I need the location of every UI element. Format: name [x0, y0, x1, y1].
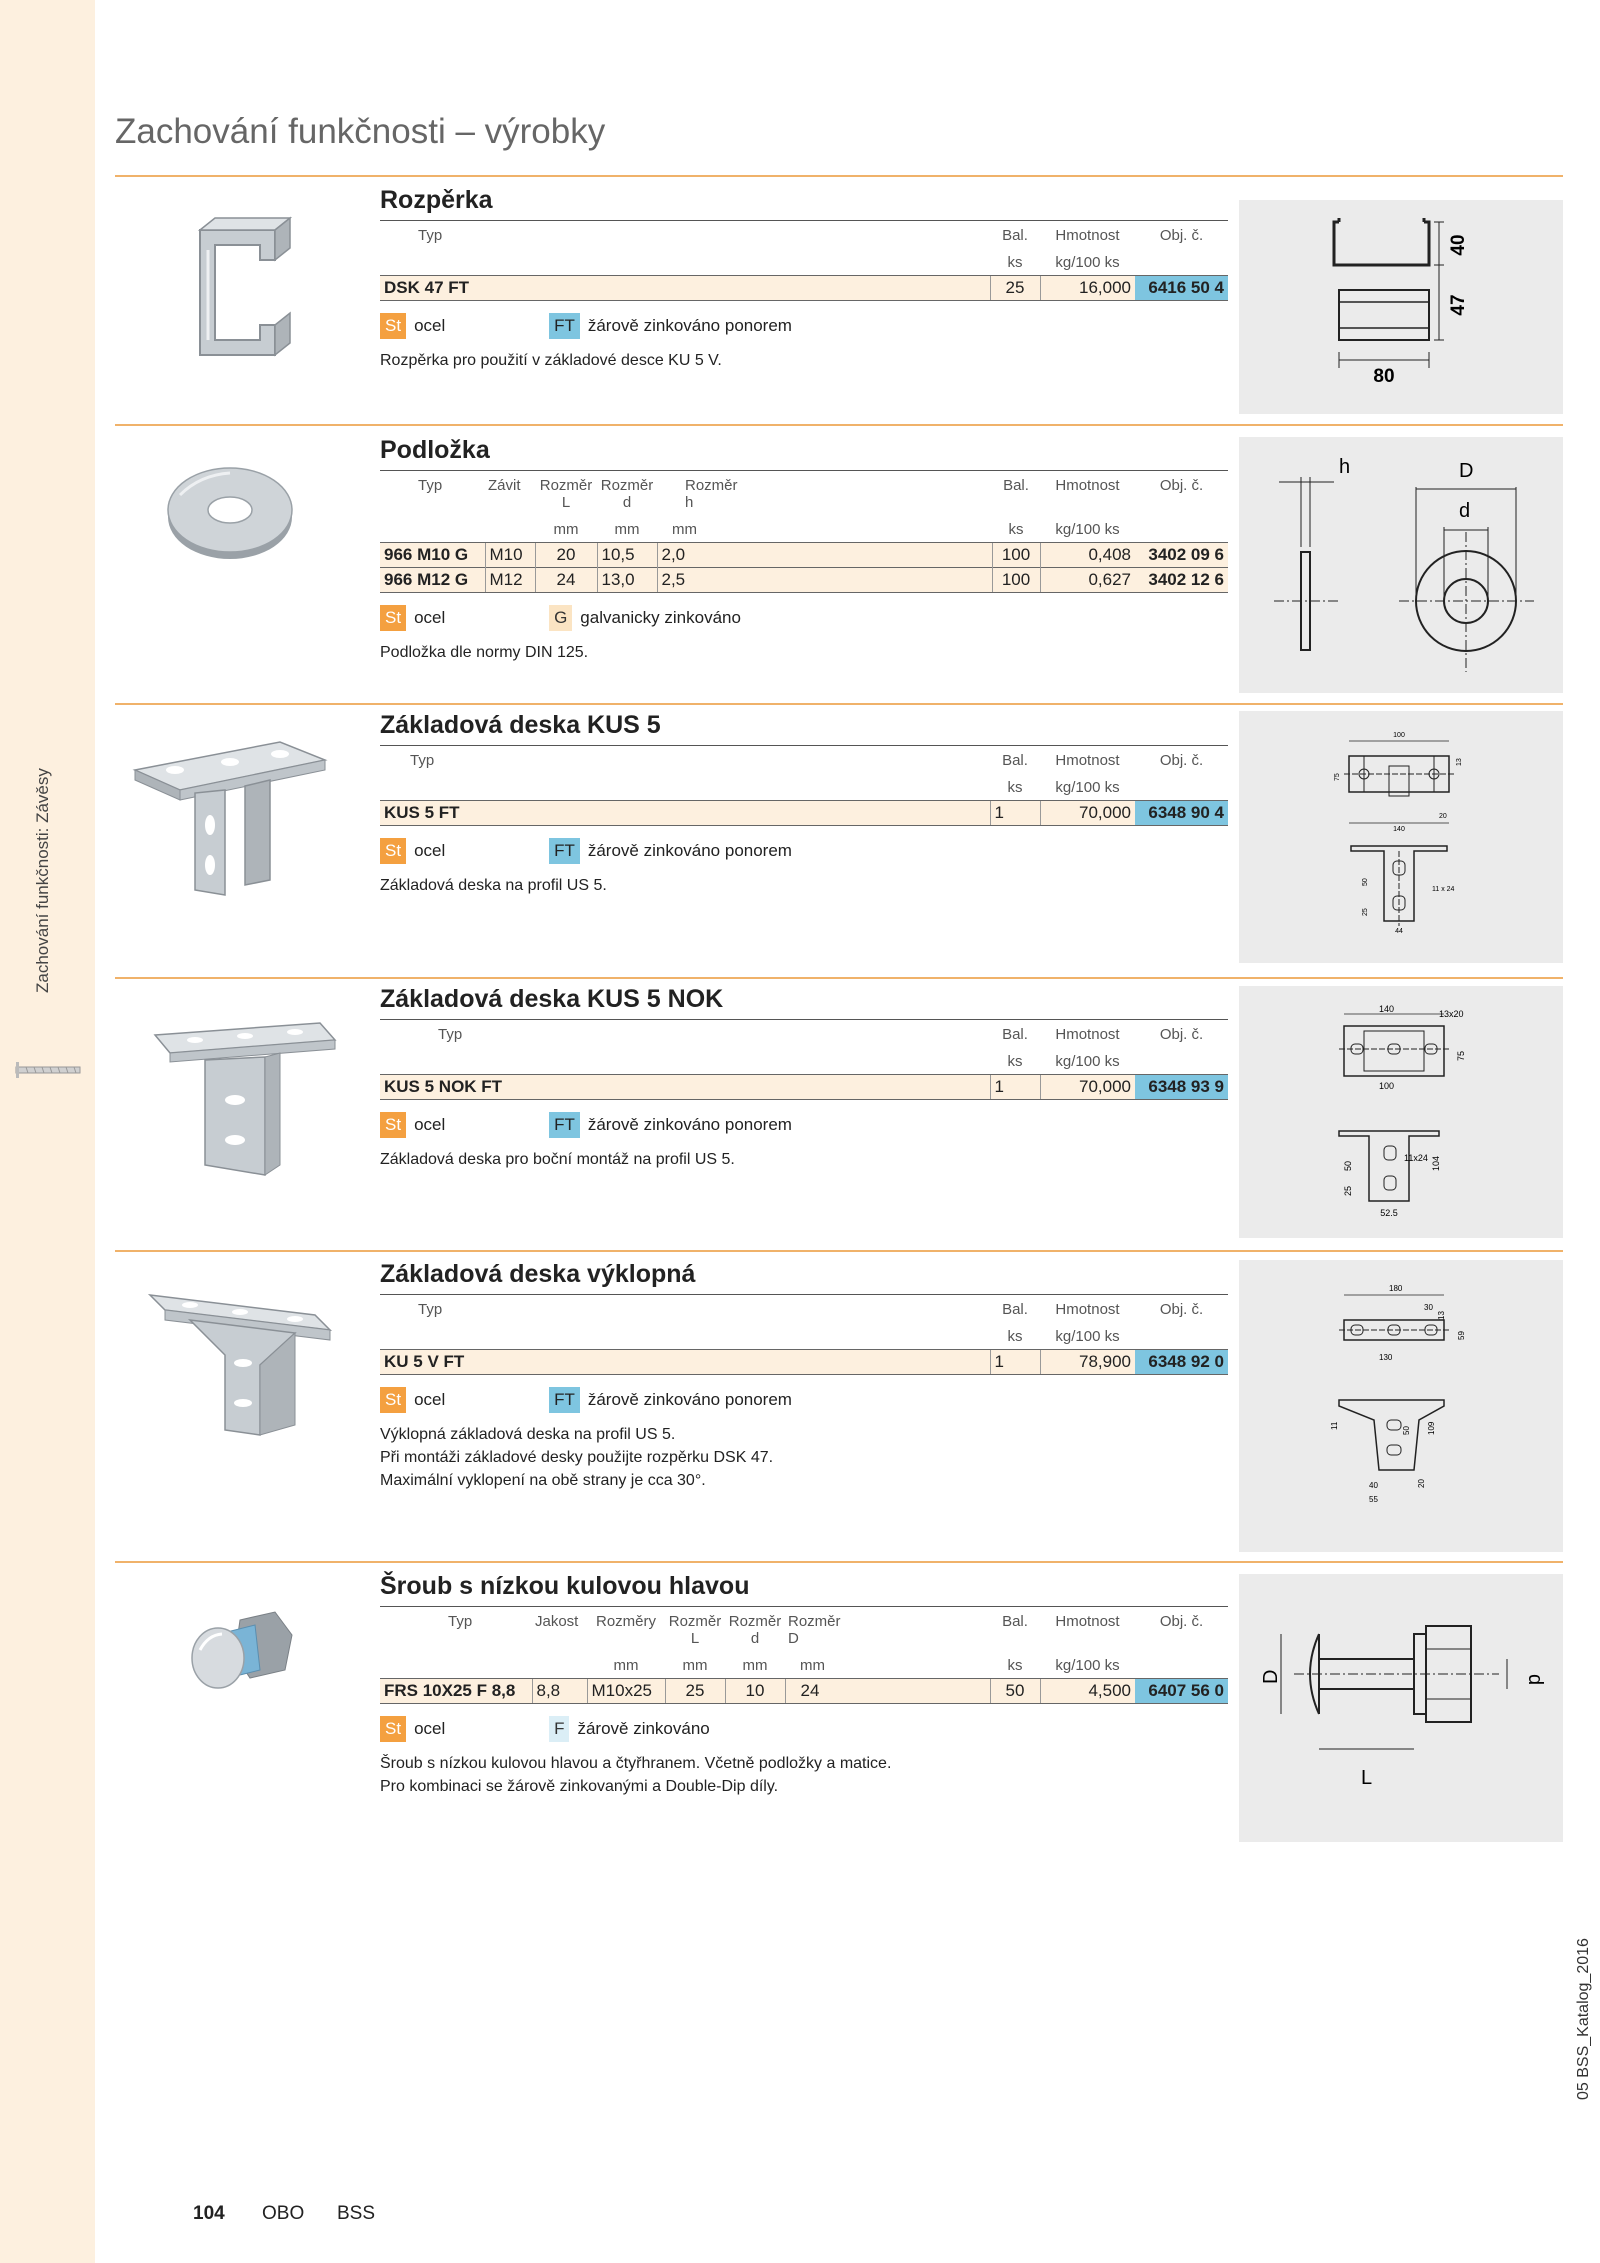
washer-drawing — [1239, 437, 1563, 693]
washer-product-image — [160, 455, 300, 570]
dim-label: 50 — [1402, 1426, 1411, 1435]
dim-label: 130 — [1379, 1353, 1393, 1362]
material-legend: St ocel FT žárově zinkováno ponorem — [380, 838, 1228, 864]
tilting-base-plate-product-image — [145, 1285, 335, 1455]
product-description: Výklopná základová deska na profil US 5. Při montáži základové desky použijte rozpěrku DSK 47. Maximální vyklopení na obě strany je cca 30°. — [380, 1426, 774, 1489]
spacer-product-image — [180, 210, 310, 370]
section-title: Základová deska výklopná — [380, 1260, 696, 1288]
dim-label: 11 x 24 — [1432, 886, 1455, 893]
dim-label: 40 — [1448, 234, 1469, 256]
spacer-drawing — [1239, 200, 1563, 414]
footer-section: BSS — [337, 2203, 376, 2224]
section-kus5-nok — [380, 977, 1228, 1171]
table-row: 966 M12 G M12 24 13,0 2,5 100 0,627 3402 12 6 — [380, 568, 1228, 593]
table-row: DSK 47 FT 25 16,000 6416 50 4 — [380, 276, 1228, 301]
section-divider — [115, 1561, 1563, 1563]
section-title: Podložka — [380, 436, 490, 464]
dim-label: 20 — [1439, 813, 1447, 820]
finish-badge: FT — [549, 313, 580, 339]
finish-badge: FT — [549, 838, 580, 864]
dim-label: D — [1260, 1669, 1282, 1684]
dim-label: d — [1459, 500, 1471, 522]
section-title: Základová deska KUS 5 NOK — [380, 985, 724, 1013]
side-strip — [0, 0, 95, 2263]
dim-label: 25 — [1343, 1185, 1353, 1196]
section-vyklopna — [380, 1252, 1228, 1492]
dim-label: 30 — [1424, 1303, 1433, 1312]
threaded-rod-icon — [14, 1060, 84, 1080]
product-table: Typ Bal. Hmotnost Obj. č. ks kg/100 ks KUS 5 FT 1 70,000 6348 90 4 — [380, 745, 1228, 826]
bolt-product-image — [180, 1600, 300, 1710]
section-sroub — [380, 1564, 1228, 1798]
material-legend: St ocel F žárově zinkováno — [380, 1716, 1228, 1742]
base-plate-product-image — [130, 730, 330, 900]
dim-label: 109 — [1427, 1421, 1436, 1435]
dim-label: L — [1361, 1767, 1373, 1789]
material-badge: St — [380, 605, 406, 631]
dim-label: 44 — [1395, 928, 1403, 935]
base-plate-nok-drawing — [1239, 986, 1563, 1238]
dim-label: 55 — [1369, 1495, 1378, 1504]
section-title: Rozpěrka — [380, 186, 493, 214]
dim-label: 75 — [1334, 773, 1341, 781]
dim-label: 52.5 — [1380, 1208, 1398, 1218]
dim-label: 104 — [1431, 1155, 1441, 1171]
dim-label: 75 — [1456, 1050, 1466, 1061]
material-legend: St ocel FT žárově zinkováno ponorem — [380, 1112, 1228, 1138]
section-title: Šroub s nízkou kulovou hlavou — [380, 1572, 750, 1600]
table-row: KUS 5 FT 1 70,000 6348 90 4 — [380, 801, 1228, 826]
base-plate-drawing — [1239, 711, 1563, 963]
dim-label: 11 — [1330, 1421, 1339, 1430]
dim-label: 50 — [1343, 1160, 1353, 1171]
finish-badge: FT — [549, 1387, 580, 1413]
material-badge: St — [380, 838, 406, 864]
dim-label: 20 — [1417, 1479, 1426, 1488]
section-divider — [115, 424, 1563, 426]
material-badge: St — [380, 313, 406, 339]
product-table: Typ Závit Rozměr L Rozměr d Rozměr h Bal. Hmotnost Obj. č. mm mm mm ks kg/100 ks 966 M10 G M10 20 10,5 2,0 100 0,408 3402 09 6 966 M12 G M12 24 13,0 2,5 100 0,627 3402 12 6 — [380, 470, 1228, 593]
product-description: Základová deska pro boční montáž na profil US 5. — [380, 1151, 735, 1168]
section-divider — [115, 175, 1563, 177]
dim-label: 13 — [1456, 758, 1463, 766]
page-number: 104 — [193, 2203, 225, 2224]
material-badge: St — [380, 1112, 406, 1138]
dim-label: D — [1459, 460, 1474, 482]
product-table: Typ Bal. Hmotnost Obj. č. ks kg/100 ks DSK 47 FT 25 16,000 6416 50 4 — [380, 220, 1228, 301]
finish-badge: FT — [549, 1112, 580, 1138]
tilting-base-plate-drawing — [1239, 1260, 1563, 1552]
dim-label: 100 — [1393, 732, 1405, 739]
dim-label: 80 — [1373, 366, 1395, 387]
table-row: 966 M10 G M10 20 10,5 2,0 100 0,408 3402 09 6 — [380, 543, 1228, 568]
product-table: Typ Bal. Hmotnost Obj. č. ks kg/100 ks KUS 5 NOK FT 1 70,000 6348 93 9 — [380, 1019, 1228, 1100]
product-table: Typ Jakost Rozměry Rozměr L Rozměr d Rozměr D Bal. Hmotnost Obj. č. mm mm mm mm ks kg/100 ks FRS 10X25 F 8,8 8,8 M10x25 25 10 24 50 4,500 6407 56 0 — [380, 1606, 1228, 1704]
material-legend: St ocel FT žárově zinkováno ponorem — [380, 313, 1228, 339]
footer-brand: OBO — [262, 2203, 305, 2224]
material-legend: St ocel FT žárově zinkováno ponorem — [380, 1387, 1228, 1413]
product-description: Podložka dle normy DIN 125. — [380, 644, 589, 661]
dim-label: 25 — [1362, 908, 1369, 916]
section-rozperka — [380, 178, 1228, 372]
page-title: Zachování funkčnosti – výrobky — [115, 112, 606, 151]
section-kus5 — [380, 703, 1228, 897]
dim-label: 140 — [1379, 1004, 1395, 1014]
table-row: KU 5 V FT 1 78,900 6348 92 0 — [380, 1350, 1228, 1375]
dim-label: h — [1339, 456, 1351, 478]
material-badge: St — [380, 1387, 406, 1413]
dim-label: 11x24 — [1404, 1153, 1428, 1163]
product-table: Typ Bal. Hmotnost Obj. č. ks kg/100 ks KU 5 V FT 1 78,900 6348 92 0 — [380, 1294, 1228, 1375]
product-description: Rozpěrka pro použití v základové desce KU 5 V. — [380, 352, 722, 369]
base-plate-nok-product-image — [150, 1015, 340, 1185]
bolt-drawing — [1239, 1574, 1563, 1842]
finish-badge: G — [549, 605, 572, 631]
finish-badge: F — [549, 1716, 569, 1742]
dim-label: 140 — [1393, 826, 1405, 833]
dim-label: 13 — [1437, 1311, 1446, 1320]
section-podlozka — [380, 428, 1228, 664]
table-row: FRS 10X25 F 8,8 8,8 M10x25 25 10 24 50 4,500 6407 56 0 — [380, 1679, 1228, 1704]
dim-label: 13x20 — [1439, 1009, 1464, 1019]
dim-label: 180 — [1389, 1284, 1403, 1293]
section-title: Základová deska KUS 5 — [380, 711, 661, 739]
material-legend: St ocel G galvanicky zinkováno — [380, 605, 1228, 631]
material-badge: St — [380, 1716, 406, 1742]
dim-label: 50 — [1362, 878, 1369, 886]
dim-label: 40 — [1369, 1481, 1378, 1490]
dim-label: 100 — [1379, 1081, 1395, 1091]
dim-label: 47 — [1448, 294, 1469, 316]
product-description: Šroub s nízkou kulovou hlavou a čtyřhranem. Včetně podložky a matice. Pro kombinaci se žárově zinkovanými a Double-Dip díly. — [380, 1755, 892, 1795]
dim-label: 59 — [1457, 1331, 1466, 1340]
table-row: KUS 5 NOK FT 1 70,000 6348 93 9 — [380, 1075, 1228, 1100]
product-description: Základová deska na profil US 5. — [380, 877, 607, 894]
dim-label: d — [1524, 1674, 1546, 1686]
